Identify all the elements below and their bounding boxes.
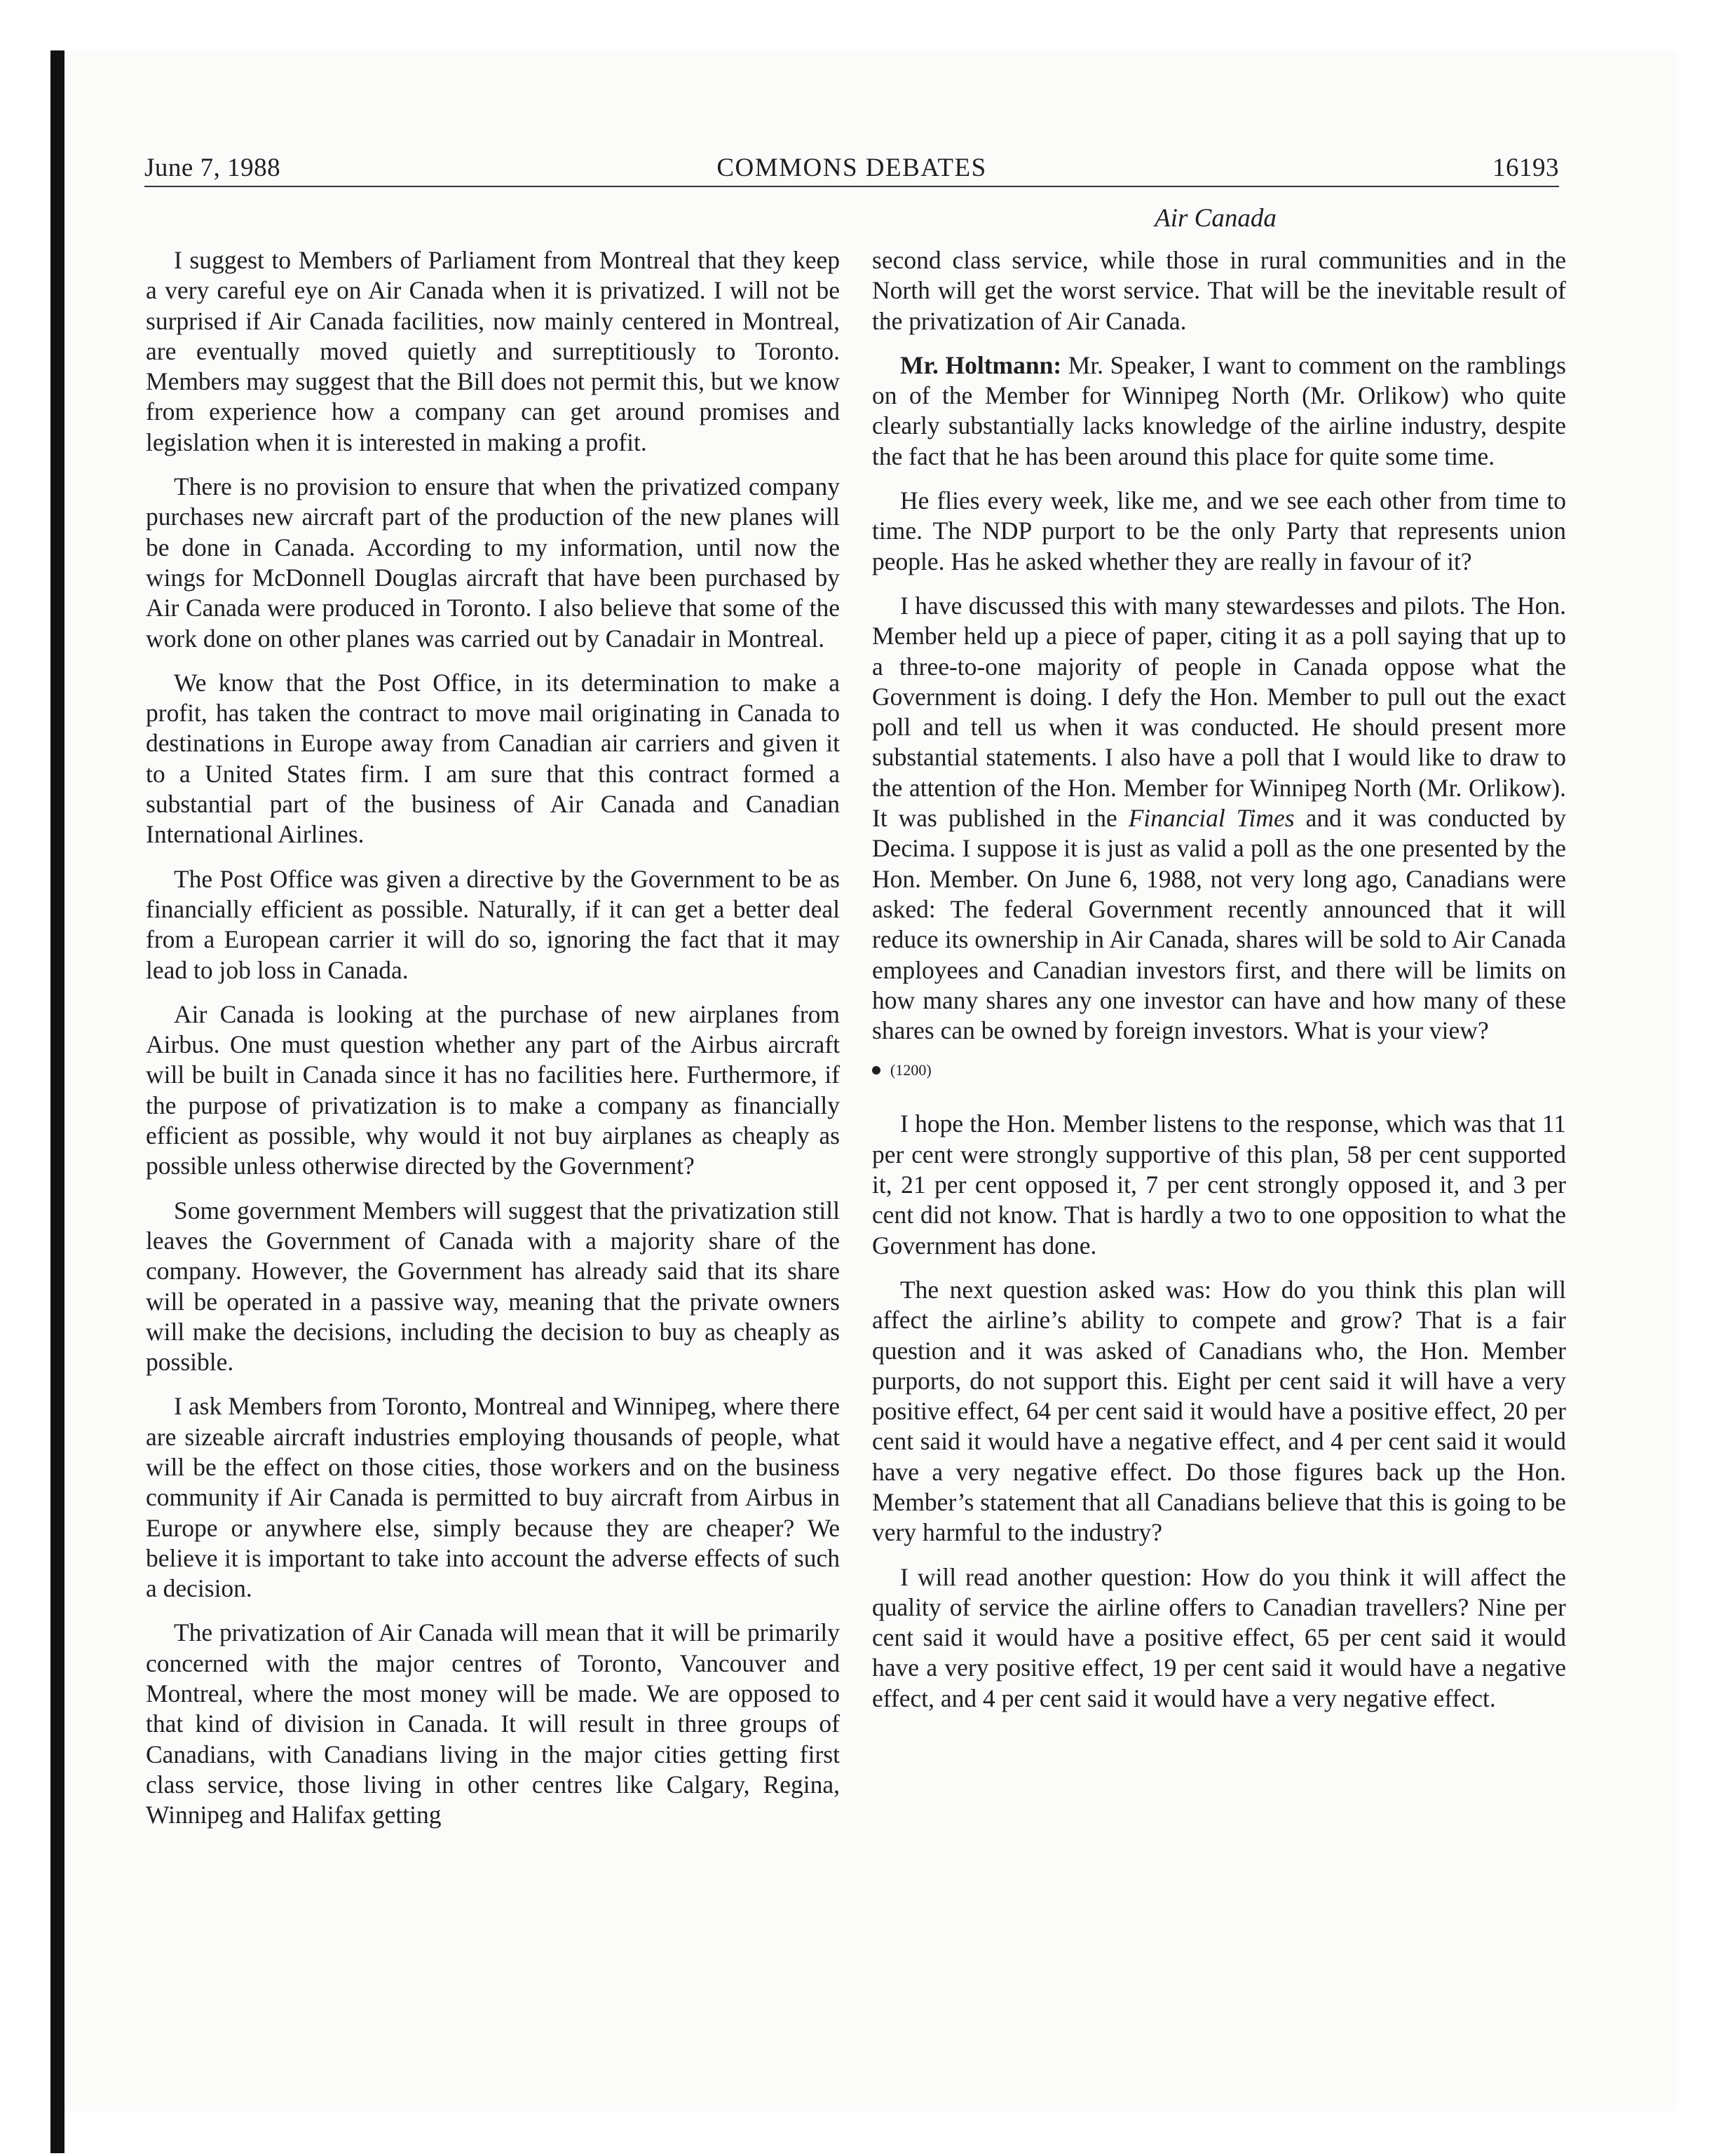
header-rule [144, 186, 1559, 187]
paragraph: I will read another question: How do you think it will affect the quality of service the airline offers to Canadian travellers? Nine per cent said it would have a positive effect, 65 per cent said it would have a very positive effect, 19 per cent said it would have a negative effect, and 4 per cent said it would have a very negative effect. [872, 1562, 1566, 1712]
paragraph: There is no provision to ensure that when the privatized company purchases new aircraft part of the production of the new planes will be done in Canada. According to my information, until now the wings for McDonnell Douglas aircraft that have been purchased by Air Canada were produced in Toronto. I also believe that some of the work done on other planes was carried out by Canadair in Montreal. [146, 472, 840, 653]
paragraph: I suggest to Members of Parliament from Montreal that they keep a very careful eye on Air Canada when it is privatized. I will not be surprised if Air Canada facilities, now mainly centered in Montreal, are eventually moved quietly and surreptitiously to Toronto. Members may suggest that the Bill does not permit this, but we know from experience how a company can get around promises and legislation when it is interested in making a profit. [146, 246, 840, 456]
paragraph: We know that the Post Office, in its determination to make a profit, has taken the contract to move mail originating in Canada to destinations in Europe away from Canadian air carriers and given it to a United States firm. I am sure that this contract formed a substantial part of the business of Air Canada and Canadian International Airlines. [146, 668, 840, 849]
continued-paragraph: second class service, while those in rural communities and in the North will get the worst service. That will be the inevitable result of the privatization of Air Canada. [872, 246, 1566, 335]
header-publication: COMMONS DEBATES [716, 153, 987, 182]
paragraph: Some government Members will suggest that the privatization still leaves the Government of Canada with a majority share of the company. However, the Government has already said that its share will be operated in a passive way, meaning that the private owners will make the decisions, including the decision to buy as cheaply as possible. [146, 1196, 840, 1377]
paragraph [872, 591, 1566, 1046]
paragraph: Air Canada is looking at the purchase of new airplanes from Airbus. One must question whether any part of the Airbus aircraft will be built in Canada since it has no facilities here. Furthermore, if the purpose of privatization is to make a company as financially efficient as possible, why would it not buy airplanes as cheaply as possible unless otherwise directed by the Government? [146, 999, 840, 1180]
header-date: June 7, 1988 [144, 153, 281, 182]
section-title: Air Canada [1155, 204, 1277, 233]
right-column [872, 245, 1566, 1728]
time-marker [872, 1060, 1566, 1081]
speaker-name: Mr. Holtmann: [900, 350, 1062, 379]
paragraph: He flies every week, like me, and we see each other from time to time. The NDP purport to be the only Party that represents union people. Has he asked whether they are really in favour of it? [872, 486, 1566, 575]
time-marker-text: (1200) [890, 1061, 932, 1079]
header-page-number: 16193 [1492, 153, 1559, 182]
publication-name: Financial Times [1128, 804, 1295, 833]
paragraph-text: I have discussed this with many stewardesses and pilots. The Hon. Member held up a piece of paper, citing it as a poll saying that up to a three-to-one majority of people in Canada oppose what the Government is doing. I defy the Hon. Member to pull out the exact poll and tell us when it was conducted. He should present more substantial statements. I also have a poll that I would like to draw to the attention of the Hon. Member for Winnipeg North (Mr. Orlikow). It was published in the [872, 591, 1566, 833]
paragraph-text: and it was conducted by Decima. I suppose it is just as valid a poll as the one presented by the Hon. Member. On June 6, 1988, not very long ago, Canadians were asked: The federal Government recently announced that it will reduce its ownership in Air Canada, shares will be sold to Air Canada employees and Canadian investors first, and there will be limits on how many shares any one investor can have and how many of these shares can be owned by foreign investors. What is your view? [872, 804, 1566, 1045]
scan-edge [50, 50, 64, 2153]
paragraph: The next question asked was: How do you think this plan will affect the airline’s ability to compete and grow? That is a fair question and it was asked of Canadians who, the Hon. Member purports, do not support this. Eight per cent said it will have a very positive effect, 64 per cent said it would have a positive effect, 20 per cent said it would have a negative effect, and 4 per cent said it would have a very negative effect. Do those figures back up the Hon. Member’s statement that all Canadians believe that this is going to be very harmful to the industry? [872, 1275, 1566, 1547]
paragraph: The privatization of Air Canada will mean that it will be primarily concerned with the major centres of Toronto, Vancouver and Montreal, where the most money will be made. We are opposed to that kind of division in Canada. It will result in three groups of Canadians, with Canadians living in the major cities getting first class service, those living in other centres like Calgary, Regina, Winnipeg and Halifax getting [146, 1618, 840, 1829]
running-head [144, 153, 1559, 189]
paragraph: I hope the Hon. Member listens to the response, which was that 11 per cent were strongly supportive of this plan, 58 per cent supported it, 21 per cent opposed it, 7 per cent strongly opposed it, and 3 per cent did not know. That is hardly a two to one opposition to what the Government has done. [872, 1110, 1566, 1260]
paragraph: I ask Members from Toronto, Montreal and Winnipeg, where there are sizeable aircraft industries employing thousands of people, what will be the effect on those cities, those workers and on the business community if Air Canada is permitted to buy aircraft from Airbus in Europe or anywhere else, simply because they are cheaper? We believe it is important to take into account the adverse effects of such a decision. [146, 1392, 840, 1603]
bullet-icon [872, 1066, 880, 1074]
left-column [146, 245, 840, 1845]
speech-paragraph [872, 350, 1566, 472]
paragraph: The Post Office was given a directive by the Government to be as financially efficient as possible. Naturally, if it can get a better deal from a European carrier it will do so, ignoring the fact that it may lead to job loss in Canada. [146, 864, 840, 984]
speech-text: Mr. Speaker, I want to comment on the ramblings on of the Member for Winnipeg North (Mr. Orlikow) who quite clearly substantially lacks knowledge of the airline industry, despite the fact that he has been around this place for quite some time. [872, 350, 1566, 470]
